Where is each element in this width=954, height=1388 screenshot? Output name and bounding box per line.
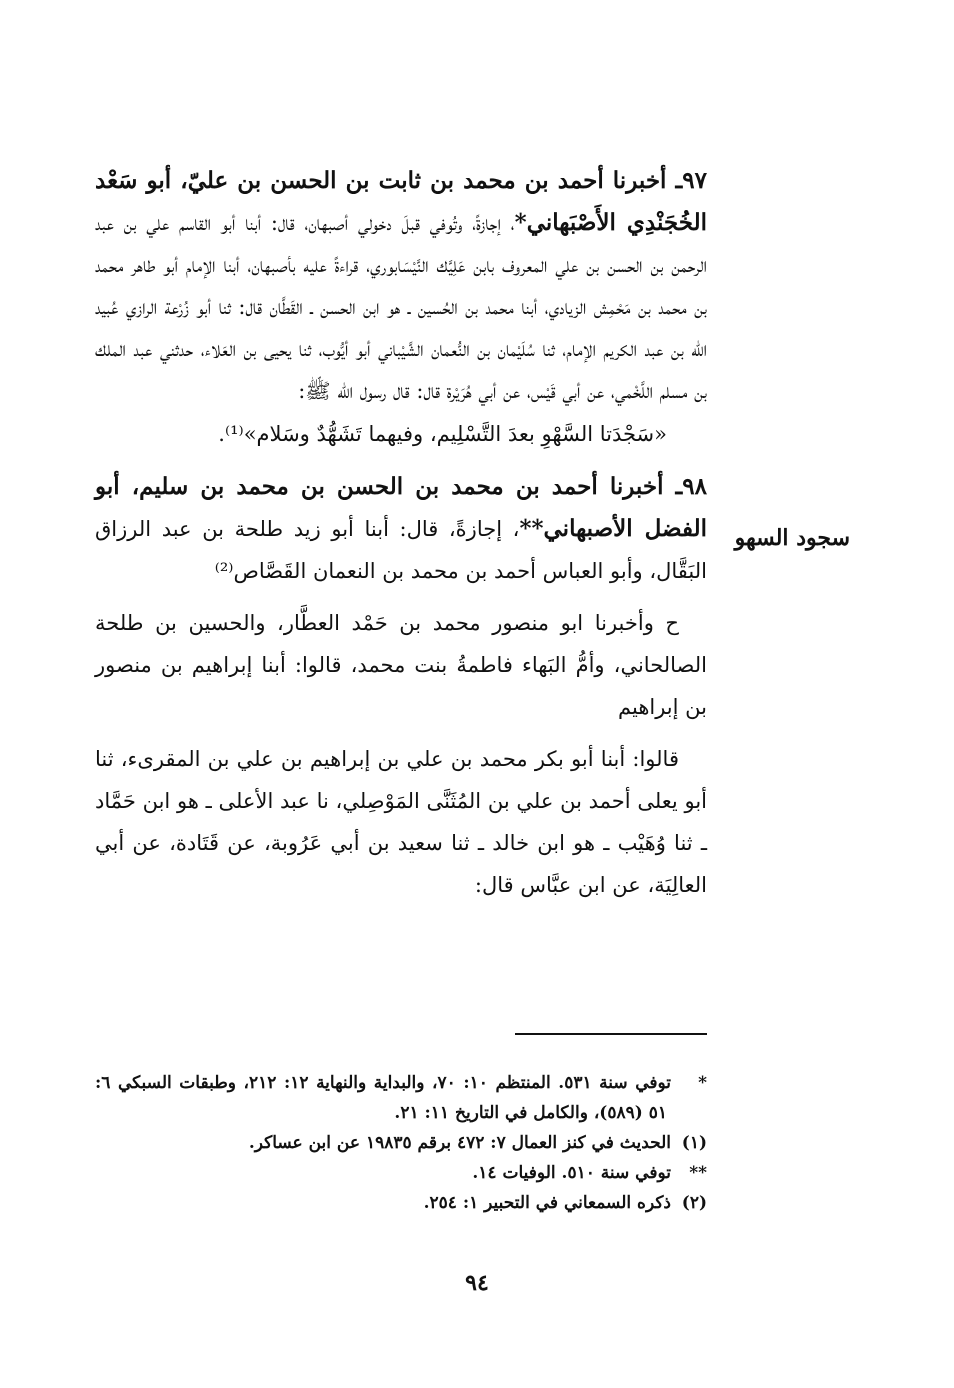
paragraph-98 (95, 466, 707, 592)
hadith-97: «سَجْدَتا السَّهْوِ بعدَ التَّسْلِيم، وفيهما تَشَهُّدٌ وسَلام»⁽¹⁾. (218, 422, 667, 446)
paragraph-98-ha: ح وأخبرنا ابو منصور محمد بن حَمْد العطَّار، والحسين بن طلحة الصالحاني، وأمُّ البَهاء فاطمةُ بنت محمد، قالوا: أبنا إبراهيم بن منصور بن إبراهيم (95, 611, 707, 719)
footnote-marker: * (698, 1073, 708, 1093)
page-number: ٩٤ (465, 1270, 489, 1296)
footnotes (95, 1068, 707, 1218)
footnote-item (95, 1128, 707, 1158)
margin-section-title: سجود السهو (734, 525, 850, 551)
footnote-marker: ** (689, 1163, 707, 1183)
footnote-item (95, 1068, 707, 1128)
footnote-item (95, 1158, 707, 1188)
paragraph-97-heading: ٩٧ـ أخبرنا أحمد بن محمد بن ثابت بن الحسن بن عليّ، أبو سَعْد الخُجَنْدِي الأَصْبَهاني* (95, 167, 707, 236)
paragraph-97 (95, 160, 707, 412)
footnote-text: توفي سنة ٥٣١. المنتظم ١٠: ٧٠، والبداية والنهاية ١٢: ٢١٢، وطبقات السبكي ٦: ٥١ (٥٨٩)، والكامل في التاريخ ١١: ٢١. (95, 1073, 672, 1123)
footnote-text: توفي سنة ٥١٠. الوفيات ١٤. (472, 1163, 671, 1183)
paragraph-97-body: ، إجازةً، وتُوفي قبلَ دخولي أصبهان، قال: أبنا أبو القاسم علي بن عبد الرحمن بن الحسن بن علي المعروف بابن عَلِيَّك النَّيْسَابوري، قراءةً عليه بأصبهان، أبنا الإمام أبو طاهر محمد بن محمد بن مَحْمِش الزيادي، أبنا محمد بن الحُسين ـ هو ابن الحسن ـ القَطَّان قال: ثنا أبو زُرْعة الرازي عُبيد الله بن عبد الكريم الإمام، ثنا سُلَيْمان بن النُّعمان الشَّيْباني أبو أيُّوب، ثنا يحيى بن العَلاء، حدثني عبد الملك بن مسلم اللَّخْمي، عن أبي قَيْس، عن أبي هُرَيْرة قال: قال رسول الله ﷺ: (95, 211, 707, 403)
paragraph-98-continued: قالوا: أبنا أبو بكر محمد بن علي بن إبراهيم بن علي بن المقرىء، ثنا أبو يعلى أحمد بن علي بن المُثَنَّى المَوْصِلي، نا عبد الأعلى ـ هو ابن حَمَّاد ـ ثنا وُهَيْب ـ هو ابن خالد ـ ثنا سعيد بن أبي عَرُوبة، عن قَتَادة، عن أبي العالِيَة، عن ابن عبَّاس قال: (95, 747, 707, 897)
main-text-column (95, 160, 707, 906)
footnote-marker: (٢) (681, 1193, 707, 1213)
paragraph-98-body: ، إجازةً، قال: أبنا أبو زيد طلحة بن عبد الرزاق البَقَّال، وأبو العباس أحمد بن محمد بن النعمان القَصَّاص⁽²⁾ (95, 517, 707, 583)
paragraph-98-heading: ٩٨ـ أخبرنا أحمد بن محمد بن الحسن بن محمد بن سليم، أبو الفضل الأصبهاني** (95, 473, 708, 542)
footnote-marker: (١) (681, 1133, 707, 1153)
footnote-text: ذكره السمعاني في التحبير ١: ٢٥٤. (423, 1193, 671, 1213)
footnote-divider (515, 1033, 707, 1035)
footnote-item (95, 1188, 707, 1218)
footnote-text: الحديث في كنز العمال ٧: ٤٧٢ برقم ١٩٨٣٥ عن ابن عساكر. (248, 1133, 671, 1153)
